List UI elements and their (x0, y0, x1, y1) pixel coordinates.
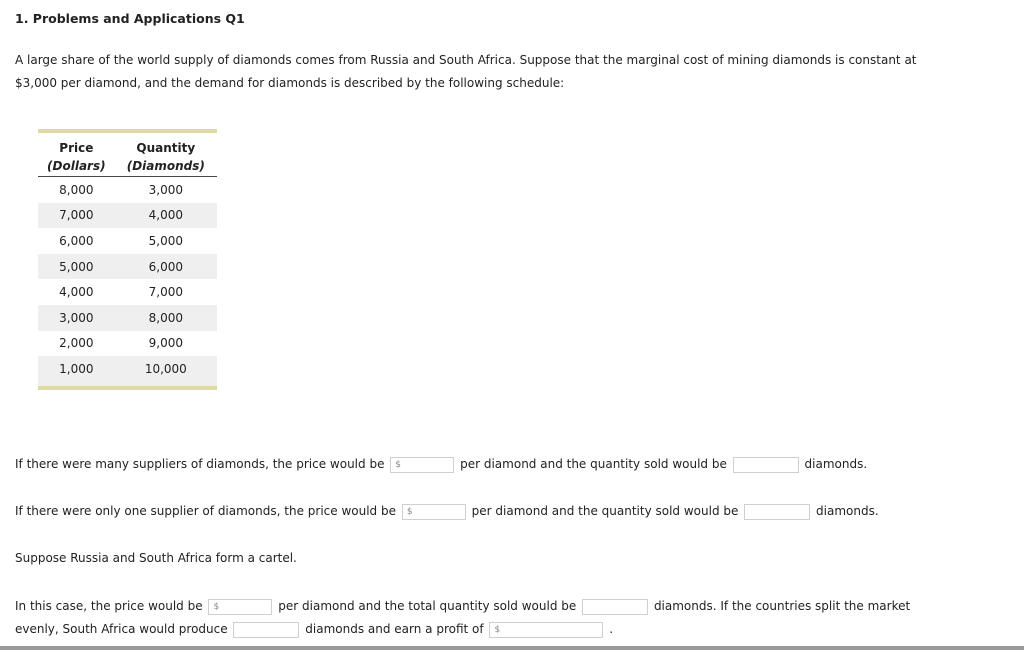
cartel-price-input[interactable] (208, 599, 272, 615)
table-row (38, 254, 217, 280)
south-africa-production-input[interactable] (233, 622, 299, 638)
intro-line-1: A large share of the world supply of diamonds comes from Russia and South Africa. Suppose that the marginal cost of mining diamonds is constant at (15, 53, 917, 67)
table-row (38, 203, 217, 229)
monopoly-quantity-input[interactable] (744, 504, 810, 520)
problem-heading: 1. Problems and Applications Q1 (15, 11, 245, 26)
quantity-cell: 8,000 (115, 305, 217, 331)
cartel-question-line-1 (15, 595, 910, 618)
dollar-sign: $ (494, 624, 501, 635)
table-row (38, 356, 217, 388)
question-text: diamonds. (816, 504, 879, 518)
quantity-cell: 4,000 (115, 203, 217, 229)
intro-line-2: $3,000 per diamond, and the demand for diamonds is described by the following schedule: (15, 76, 565, 90)
question-text: If there were many suppliers of diamonds, the price would be (15, 457, 385, 471)
question-text: evenly, South Africa would produce (15, 622, 228, 636)
price-header: Price (59, 141, 94, 155)
table-row (38, 305, 217, 331)
demand-schedule-table (38, 129, 217, 390)
intro-paragraph (15, 49, 975, 95)
dollar-sign: $ (395, 459, 402, 470)
question-text: per diamond and the quantity sold would be (471, 504, 739, 518)
quantity-unit-header: (Diamonds) (115, 155, 217, 177)
question-text: diamonds. (804, 457, 868, 471)
competitive-quantity-input[interactable] (733, 457, 799, 473)
cartel-statement: Suppose Russia and South Africa form a cartel. (15, 551, 297, 565)
question-text: diamonds and earn a profit of (305, 622, 484, 636)
quantity-cell: 7,000 (148, 285, 183, 300)
question-text: In this case, the price would be (15, 599, 203, 613)
dollar-sign: $ (406, 506, 413, 517)
price-cell: 5,000 (38, 254, 115, 280)
question-text: . (609, 622, 614, 636)
south-africa-profit-input[interactable] (489, 622, 603, 638)
competitive-price-input[interactable] (390, 457, 454, 473)
question-text: per diamond and the quantity sold would be (460, 457, 727, 471)
table-row (38, 331, 217, 357)
price-cell: 7,000 (38, 203, 115, 229)
price-cell: 3,000 (38, 305, 115, 331)
price-unit-header: (Dollars) (38, 155, 115, 177)
cartel-quantity-input[interactable] (582, 599, 648, 615)
table-row (38, 279, 217, 305)
table-row (38, 177, 217, 203)
quantity-header: Quantity (136, 141, 196, 155)
bottom-rule (0, 646, 1024, 650)
quantity-cell: 10,000 (115, 356, 217, 388)
quantity-cell: 9,000 (148, 336, 183, 351)
dollar-sign: $ (213, 601, 220, 612)
question-text: If there were only one supplier of diamonds, the price would be (15, 504, 396, 518)
question-text: diamonds. If the countries split the market (653, 599, 911, 613)
price-cell: 1,000 (38, 356, 115, 388)
price-cell: 6,000 (59, 233, 94, 248)
monopoly-price-input[interactable] (402, 504, 466, 520)
price-cell: 4,000 (59, 285, 94, 300)
quantity-cell: 6,000 (115, 254, 217, 280)
price-cell: 8,000 (59, 182, 94, 197)
monopoly-question (15, 500, 879, 523)
quantity-cell: 5,000 (148, 233, 183, 248)
cartel-question-line-2 (15, 618, 613, 641)
quantity-cell: 3,000 (148, 182, 183, 197)
table-row (38, 228, 217, 254)
price-cell: 2,000 (59, 336, 94, 351)
question-text: per diamond and the total quantity sold would be (278, 599, 577, 613)
competitive-question (15, 453, 867, 476)
